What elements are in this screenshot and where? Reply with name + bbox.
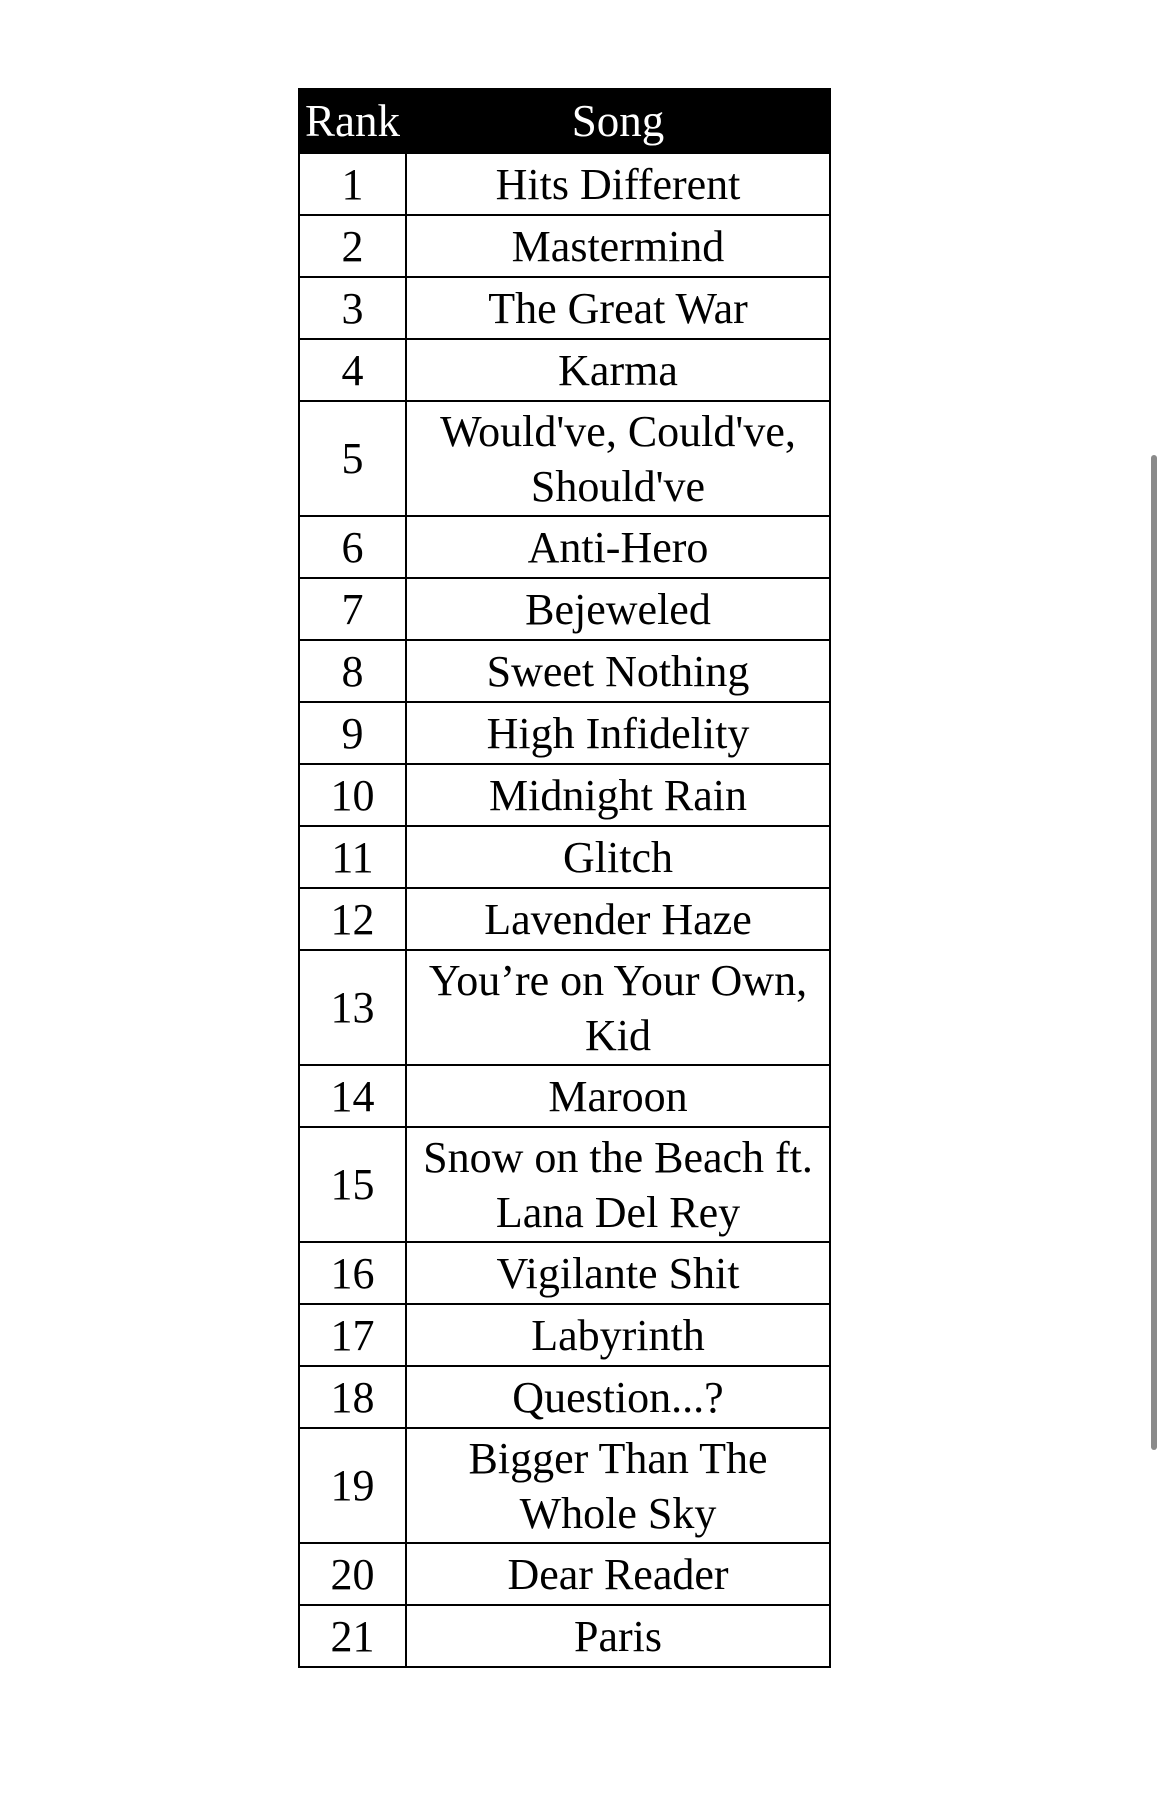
song-cell: Hits Different <box>406 153 830 215</box>
rank-cell: 7 <box>299 578 406 640</box>
rank-cell: 2 <box>299 215 406 277</box>
song-cell: Snow on the Beach ft. Lana Del Rey <box>406 1127 830 1242</box>
table-row <box>299 764 830 826</box>
song-cell: You’re on Your Own, Kid <box>406 950 830 1065</box>
song-cell: Sweet Nothing <box>406 640 830 702</box>
table-row <box>299 516 830 578</box>
song-cell: Question...? <box>406 1366 830 1428</box>
table-header-row <box>299 89 830 153</box>
table-row <box>299 153 830 215</box>
rank-cell: 11 <box>299 826 406 888</box>
song-cell: The Great War <box>406 277 830 339</box>
table-row <box>299 277 830 339</box>
table-row <box>299 640 830 702</box>
rank-cell: 16 <box>299 1242 406 1304</box>
rank-cell: 5 <box>299 401 406 516</box>
song-column-header: Song <box>406 89 830 153</box>
table-row <box>299 826 830 888</box>
table-row <box>299 1605 830 1667</box>
song-cell: Mastermind <box>406 215 830 277</box>
table-row <box>299 1428 830 1543</box>
rank-cell: 12 <box>299 888 406 950</box>
song-cell: Would've, Could've, Should've <box>406 401 830 516</box>
rank-column-header: Rank <box>299 89 406 153</box>
table-row <box>299 1127 830 1242</box>
table-row <box>299 215 830 277</box>
rank-cell: 20 <box>299 1543 406 1605</box>
song-cell: Maroon <box>406 1065 830 1127</box>
song-cell: Lavender Haze <box>406 888 830 950</box>
song-cell: Dear Reader <box>406 1543 830 1605</box>
table-row <box>299 888 830 950</box>
vertical-scrollbar[interactable] <box>1151 455 1157 1450</box>
rank-cell: 18 <box>299 1366 406 1428</box>
rank-cell: 10 <box>299 764 406 826</box>
song-cell: Glitch <box>406 826 830 888</box>
song-cell: High Infidelity <box>406 702 830 764</box>
rank-cell: 13 <box>299 950 406 1065</box>
song-ranking-table <box>298 88 831 1668</box>
table-row <box>299 1065 830 1127</box>
table-row <box>299 401 830 516</box>
table-row <box>299 950 830 1065</box>
song-cell: Anti-Hero <box>406 516 830 578</box>
song-cell: Karma <box>406 339 830 401</box>
rank-cell: 1 <box>299 153 406 215</box>
song-cell: Bigger Than The Whole Sky <box>406 1428 830 1543</box>
song-cell: Vigilante Shit <box>406 1242 830 1304</box>
table-row <box>299 1304 830 1366</box>
song-cell: Midnight Rain <box>406 764 830 826</box>
table-row <box>299 702 830 764</box>
rank-cell: 4 <box>299 339 406 401</box>
rank-cell: 9 <box>299 702 406 764</box>
rank-cell: 21 <box>299 1605 406 1667</box>
rank-cell: 14 <box>299 1065 406 1127</box>
song-cell: Bejeweled <box>406 578 830 640</box>
rank-cell: 3 <box>299 277 406 339</box>
rank-cell: 17 <box>299 1304 406 1366</box>
rank-cell: 19 <box>299 1428 406 1543</box>
song-cell: Labyrinth <box>406 1304 830 1366</box>
rank-cell: 8 <box>299 640 406 702</box>
song-cell: Paris <box>406 1605 830 1667</box>
table-row <box>299 1366 830 1428</box>
rank-cell: 6 <box>299 516 406 578</box>
table-row <box>299 339 830 401</box>
table-row <box>299 1543 830 1605</box>
table-row <box>299 1242 830 1304</box>
rank-cell: 15 <box>299 1127 406 1242</box>
table-row <box>299 578 830 640</box>
